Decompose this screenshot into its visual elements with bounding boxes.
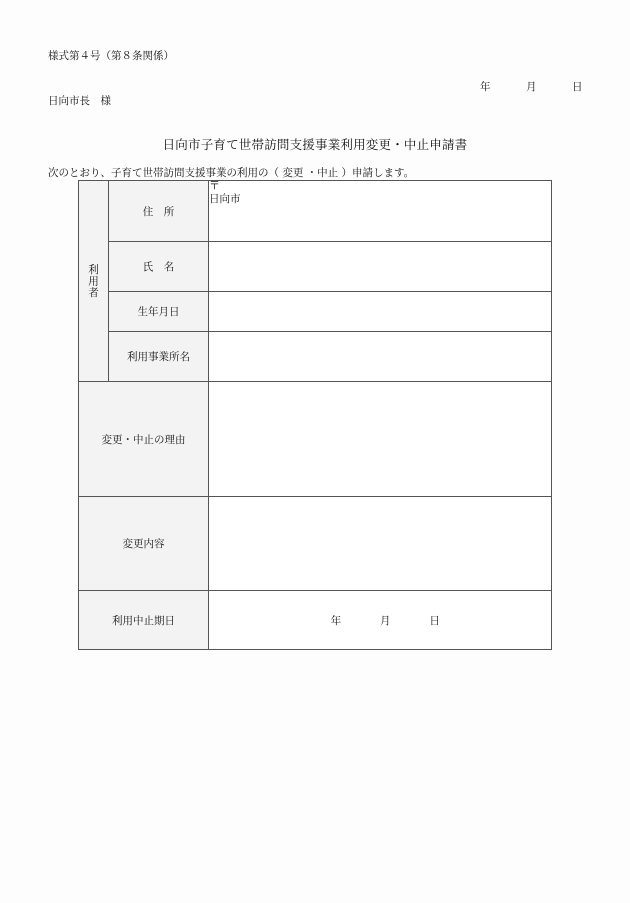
application-form-table bbox=[78, 180, 552, 650]
user-group-label: 利用者 bbox=[87, 263, 99, 299]
addressee: 日向市長 様 bbox=[48, 95, 111, 107]
facility-field[interactable] bbox=[209, 332, 552, 382]
name-label: 氏 名 bbox=[109, 242, 209, 292]
document-title: 日向市子育て世帯訪問支援事業利用変更・中止申請書 bbox=[162, 137, 468, 152]
address-prefix: 日向市 bbox=[209, 193, 241, 205]
change-details-label: 変更内容 bbox=[79, 497, 209, 591]
intro-text: 次のとおり、子育て世帯訪問支援事業の利用の（ 変更 ・中止 ）申請します。 bbox=[48, 167, 415, 179]
stop-date-field[interactable] bbox=[209, 591, 552, 650]
name-field[interactable] bbox=[209, 242, 552, 292]
reason-label: 変更・中止の理由 bbox=[79, 382, 209, 497]
stop-date-year: 年 bbox=[330, 614, 342, 627]
postal-mark: 〒 bbox=[209, 179, 220, 192]
date-day-label: 日 bbox=[572, 81, 583, 93]
reason-field[interactable] bbox=[209, 382, 552, 497]
date-month-label: 月 bbox=[526, 81, 537, 93]
birthdate-field[interactable] bbox=[209, 292, 552, 332]
form-number: 様式第４号（第８条関係） bbox=[48, 50, 174, 62]
address-label: 住 所 bbox=[109, 181, 209, 242]
birthdate-label: 生年月日 bbox=[109, 292, 209, 332]
facility-label: 利用事業所名 bbox=[109, 332, 209, 382]
user-group-cell bbox=[79, 181, 109, 382]
change-details-field[interactable] bbox=[209, 497, 552, 591]
address-field[interactable] bbox=[209, 181, 552, 242]
date-year-label: 年 bbox=[480, 81, 491, 93]
stop-date-month: 月 bbox=[380, 614, 391, 627]
stop-date-label: 利用中止期日 bbox=[79, 591, 209, 650]
stop-date-day: 日 bbox=[429, 614, 440, 627]
